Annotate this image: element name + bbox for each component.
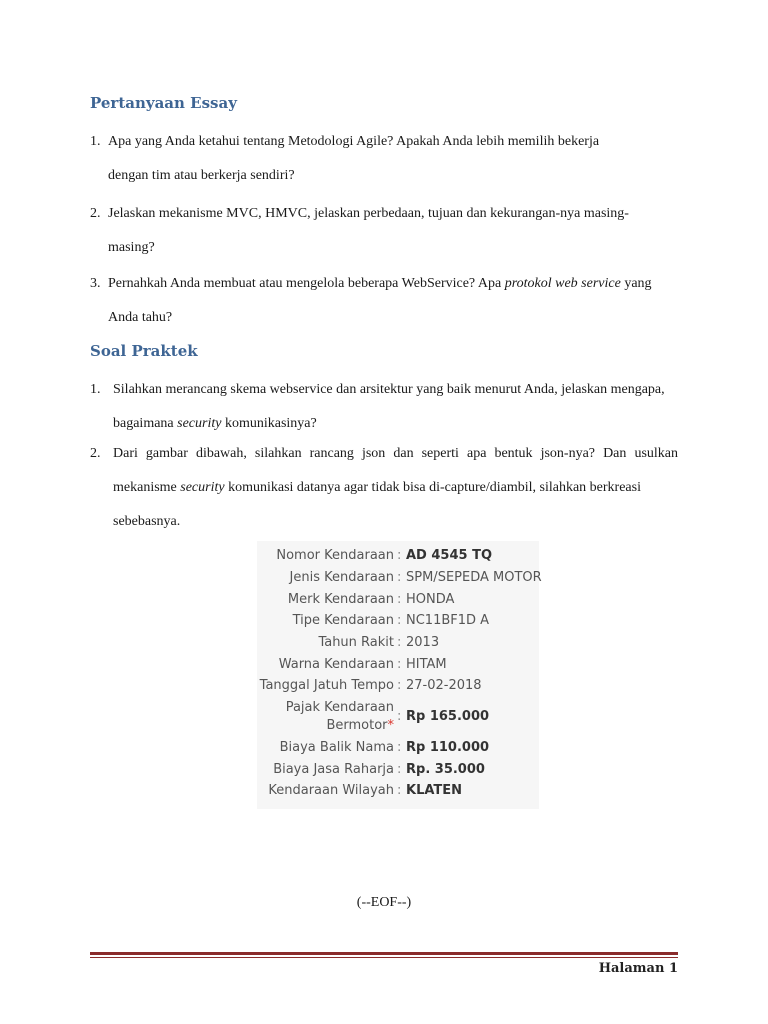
vehicle-colon: :	[397, 740, 402, 755]
vehicle-value: KLATEN	[406, 783, 463, 798]
vehicle-info-image	[257, 541, 542, 809]
vehicle-label: Jenis Kendaraan	[289, 570, 394, 585]
vehicle-label: Kendaraan Wilayah	[268, 783, 394, 798]
vehicle-label: Nomor Kendaraan	[276, 548, 394, 563]
vehicle-label: Biaya Jasa Raharja	[273, 762, 394, 777]
vehicle-colon: :	[397, 657, 402, 672]
praktek-item-1-line2-b: komunikasinya?	[224, 416, 317, 431]
vehicle-value: HONDA	[406, 592, 455, 607]
essay-item-3-line1-a: Pernahkah Anda membuat atau mengelola beberapa WebService? Apa	[108, 276, 502, 291]
essay-item-1-line2: dengan tim atau berkerja sendiri?	[108, 168, 295, 183]
vehicle-colon: :	[397, 570, 402, 585]
essay-heading: Pertanyaan Essay	[90, 94, 237, 112]
vehicle-value: AD 4545 TQ	[406, 548, 493, 563]
vehicle-colon: :	[397, 762, 402, 777]
vehicle-label	[326, 717, 394, 735]
vehicle-label: Biaya Balik Nama	[279, 740, 394, 755]
footer-divider-thin	[90, 957, 678, 958]
vehicle-label-line2: Bermotor	[326, 718, 388, 733]
vehicle-value: SPM/SEPEDA MOTOR	[406, 570, 542, 585]
vehicle-value: 2013	[406, 635, 440, 650]
vehicle-label: Warna Kendaraan	[278, 657, 394, 672]
essay-item-1-number: 1.	[90, 134, 101, 149]
vehicle-label: Pajak Kendaraan	[285, 700, 394, 715]
vehicle-label: Tanggal Jatuh Tempo	[259, 678, 394, 693]
vehicle-colon: :	[397, 592, 402, 607]
end-of-file-marker: (--EOF--)	[356, 895, 412, 910]
vehicle-colon: :	[397, 678, 402, 693]
essay-item-3-line1-b: yang	[624, 276, 652, 291]
vehicle-label: Tahun Rakit	[318, 635, 394, 650]
page-number: Halaman 1	[598, 961, 678, 976]
vehicle-value: Rp 165.000	[406, 709, 490, 724]
essay-item-3-number: 3.	[90, 276, 101, 291]
praktek-item-2-line1: Dari gambar dibawah, silahkan rancang json dan seperti apa bentuk json-nya? Dan usulkan	[113, 446, 678, 461]
essay-item-2-number: 2.	[90, 206, 101, 221]
essay-item-3-line1-emphasis: protokol web service	[504, 276, 621, 291]
essay-item-1-line1: Apa yang Anda ketahui tentang Metodologi Agile? Apakah Anda lebih memilih bekerja	[108, 134, 600, 149]
praktek-item-1-number: 1.	[90, 382, 101, 397]
vehicle-value: 27-02-2018	[406, 678, 482, 693]
praktek-item-2-line2-emphasis: security	[180, 480, 225, 495]
vehicle-colon: :	[397, 709, 402, 724]
vehicle-label: Tipe Kendaraan	[292, 613, 394, 628]
vehicle-colon: :	[397, 613, 402, 628]
praktek-item-1-line2-a: bagaimana	[113, 416, 174, 431]
essay-item-2-line1: Jelaskan mekanisme MVC, HMVC, jelaskan perbedaan, tujuan dan kekurangan-nya masing-	[108, 206, 629, 221]
vehicle-colon: :	[397, 635, 402, 650]
praktek-item-1-line2-emphasis: security	[177, 416, 222, 431]
footer-divider	[90, 952, 678, 955]
required-star: *	[387, 718, 394, 733]
essay-item-2-line2: masing?	[108, 240, 155, 255]
praktek-heading: Soal Praktek	[90, 342, 198, 360]
vehicle-value: NC11BF1D A	[406, 613, 490, 628]
vehicle-label: Merk Kendaraan	[287, 592, 394, 607]
praktek-item-2-line2-a: mekanisme	[113, 480, 177, 495]
vehicle-colon: :	[397, 783, 402, 798]
vehicle-value: Rp. 35.000	[406, 762, 485, 777]
vehicle-value: HITAM	[406, 657, 447, 672]
praktek-item-2-number: 2.	[90, 446, 101, 461]
praktek-item-2-line2-b: komunikasi datanya agar tidak bisa di-capture/diambil, silahkan berkreasi	[228, 480, 641, 495]
praktek-item-2-line3: sebebasnya.	[113, 514, 181, 529]
praktek-item-1-line1: Silahkan merancang skema webservice dan arsitektur yang baik menurut Anda, jelaskan mengapa,	[113, 382, 665, 397]
vehicle-value: Rp 110.000	[406, 740, 490, 755]
essay-item-3-line2: Anda tahu?	[108, 310, 173, 325]
vehicle-colon: :	[397, 548, 402, 563]
